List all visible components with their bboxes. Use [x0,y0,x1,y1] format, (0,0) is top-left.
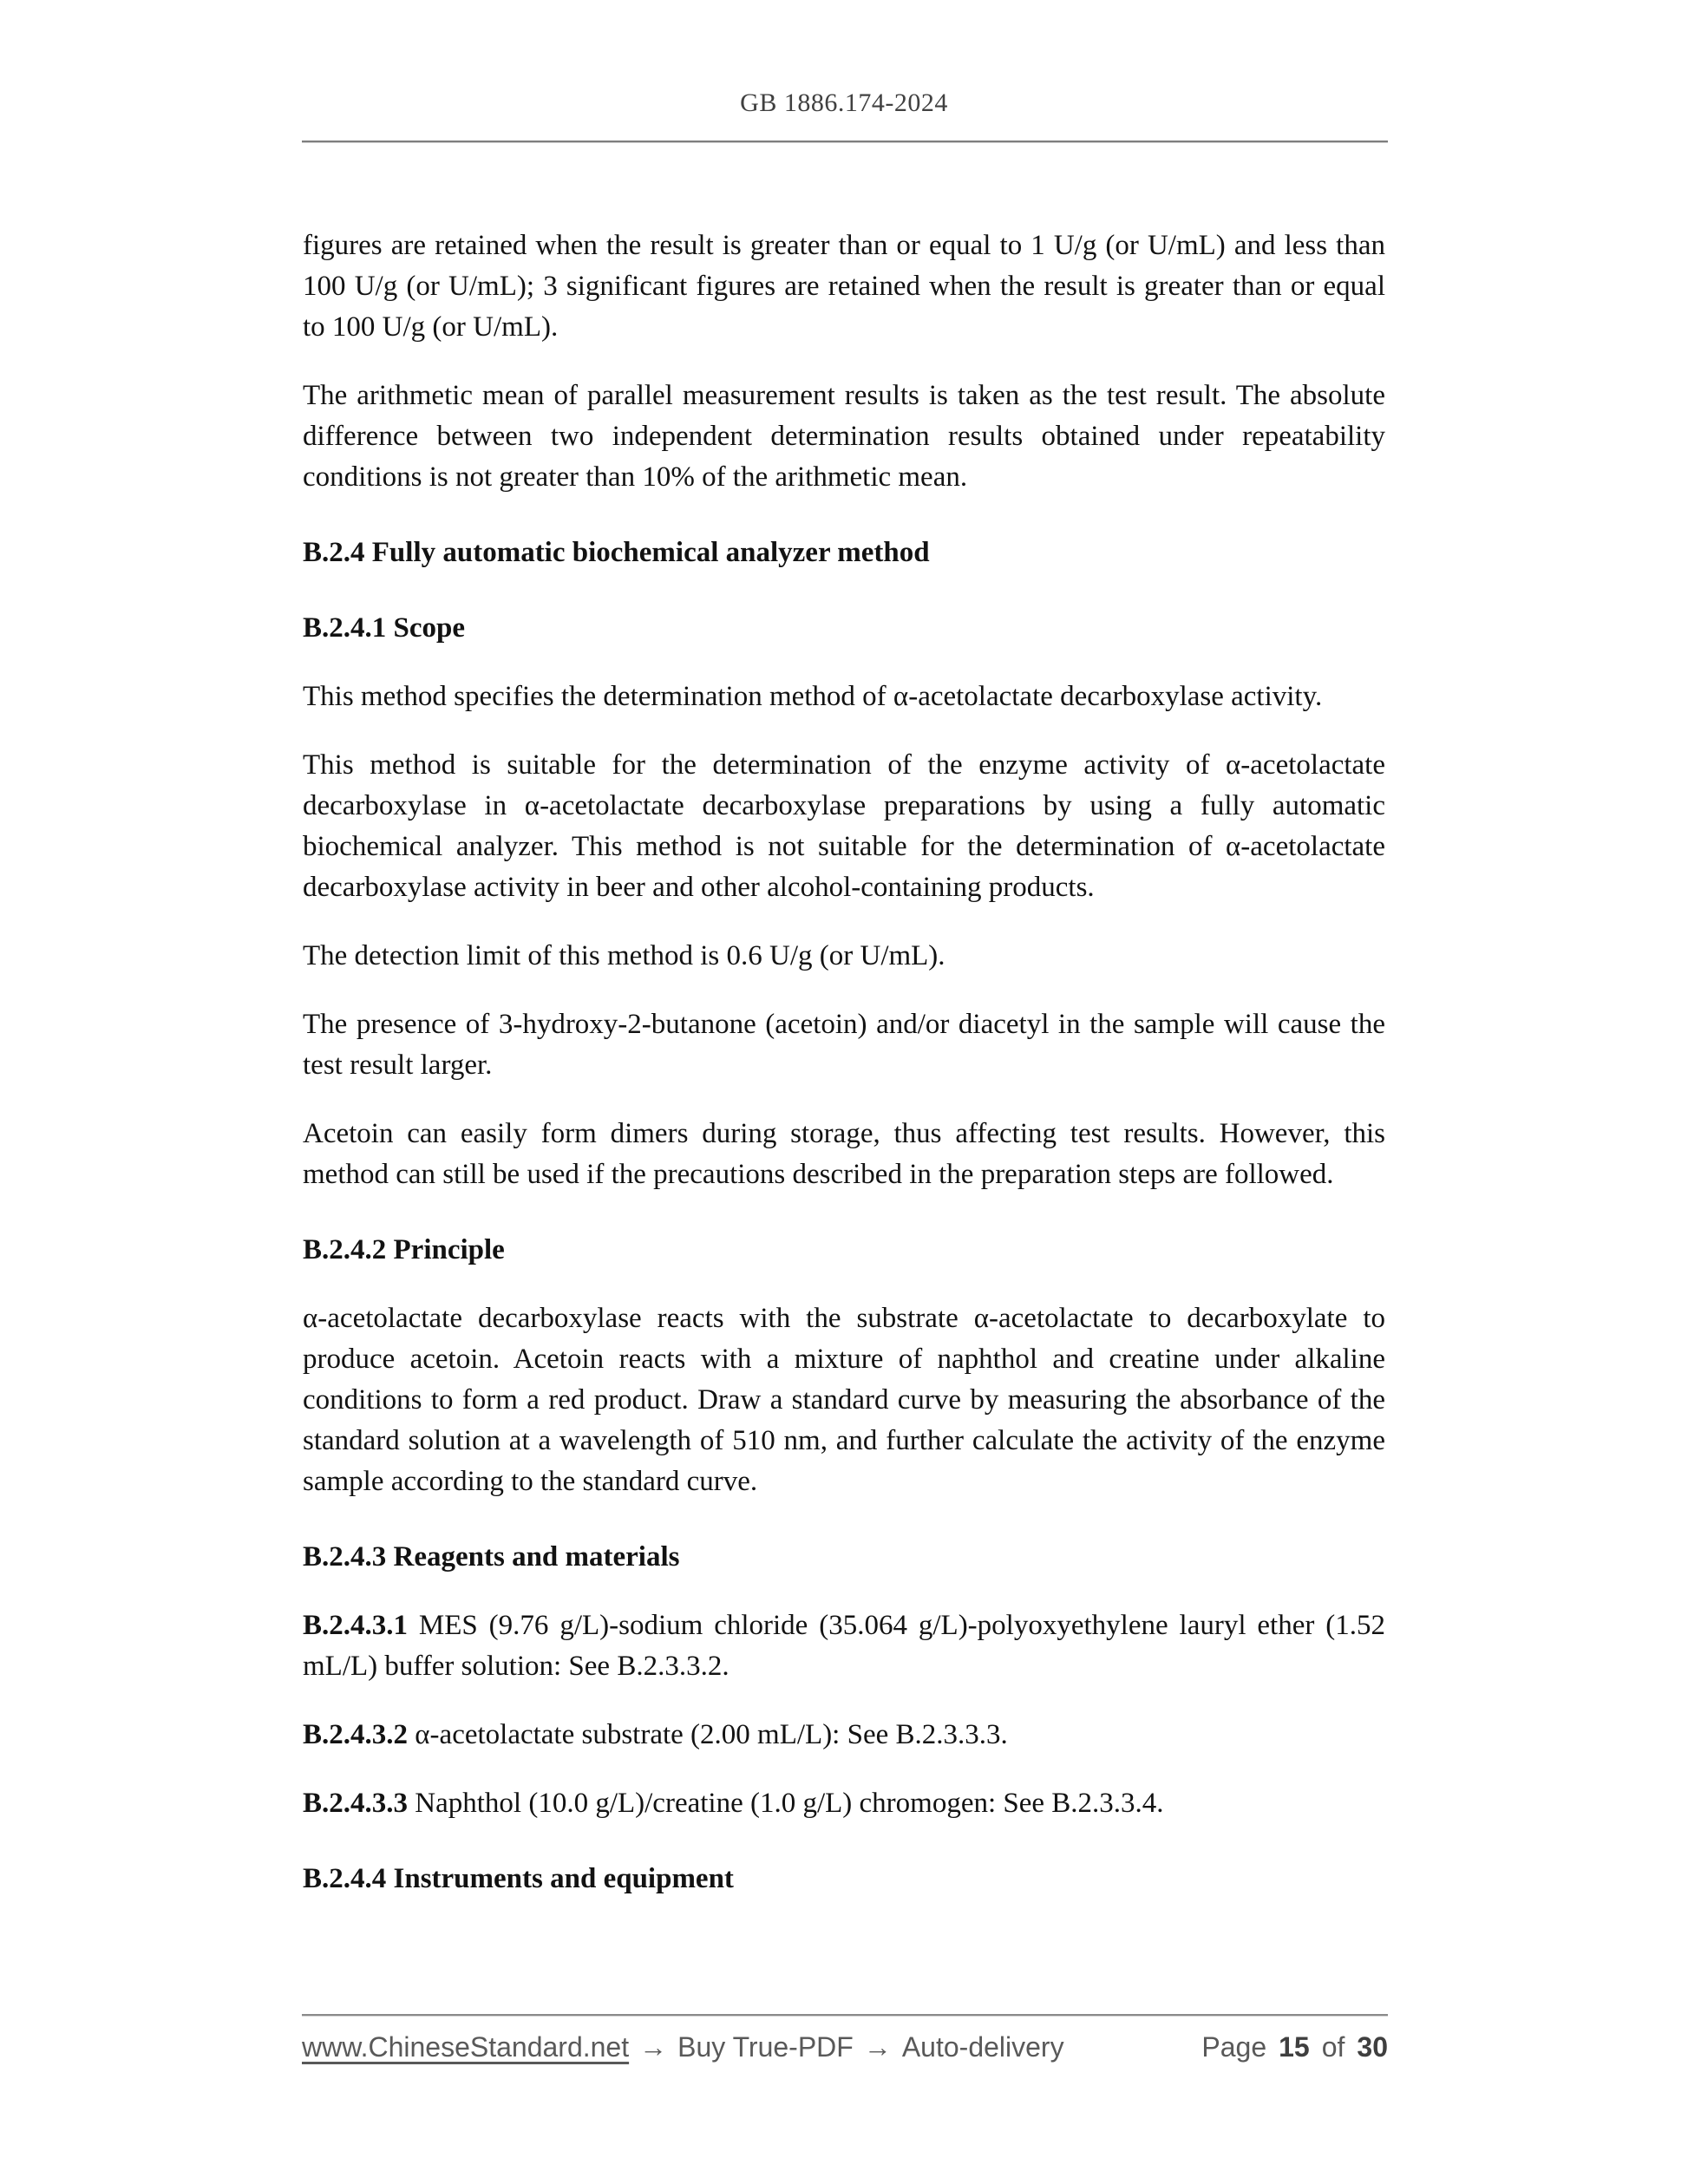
page-title: GB 1886.174-2024 [740,88,948,117]
section-heading: B.2.4 Fully automatic biochemical analyzer method [303,537,930,568]
clause-number: B.2.4.3.3 [303,1788,409,1819]
body-paragraph: figures are retained when the result is greater than or equal to 1 U/g (or U/mL) and less than 100 U/g (or U/mL); 3 significant figures are retained when the result is greater than or equal to 100 U/g (or U/mL). [303,230,1385,343]
body-paragraph: The presence of 3-hydroxy-2-butanone (acetoin) and/or diacetyl in the sample will cause the test result larger. [303,1009,1385,1081]
of-label: of [1321,2031,1345,2063]
section-heading: B.2.4.4 Instruments and equipment [303,1863,734,1894]
page-number: 15 [1279,2031,1310,2063]
body-paragraph: Acetoin can easily form dimers during storage, thus affecting test results. However, this method can still be used if the precautions described in the preparation steps are followed. [303,1118,1385,1190]
section-heading: B.2.4.3 Reagents and materials [303,1541,680,1573]
header-rule [302,141,1388,142]
footer-info [302,2030,1064,2064]
document-body [303,198,1385,1927]
footer-delivery-label: Auto-delivery [901,2031,1064,2063]
section-heading: B.2.4.1 Scope [303,612,466,644]
footer-buy-label: Buy True-PDF [677,2031,854,2063]
footer-rule [302,2014,1388,2016]
arrow-icon: → [639,2031,668,2063]
clause-number: B.2.4.3.2 [303,1719,409,1750]
body-paragraph: This method is suitable for the determination of the enzyme activity of α-acetolactate decarboxylase in α-acetolactate decarboxylase preparations by using a fully automatic biochemical analyzer. This method is not suitable for the determination of α-acetolactate decarboxylase activity in beer and other alcohol-containing products. [303,749,1385,903]
body-paragraph: The detection limit of this method is 0.6 U/g (or U/mL). [303,940,945,971]
body-paragraph: This method specifies the determination method of α-acetolactate decarboxylase activity. [303,681,1323,712]
body-paragraph: α-acetolactate decarboxylase reacts with the substrate α-acetolactate to decarboxylate to produce acetoin. Acetoin reacts with a mixture of naphthol and creatine under alkaline conditions to form a red product. Draw a standard curve by measuring the absorbance of the standard solution at a wavelength of 510 nm, and further calculate the activity of the enzyme sample according to the standard curve. [303,1303,1385,1497]
clause-number: B.2.4.3.1 [303,1610,409,1641]
page-indicator [1201,2030,1388,2064]
page-total: 30 [1357,2031,1388,2063]
page-label: Page [1201,2031,1267,2063]
numbered-clause: B.2.4.3.3 Naphthol (10.0 g/L)/creatine (1.0 g/L) chromogen: See B.2.3.3.4. [303,1788,1164,1819]
arrow-icon: → [863,2031,892,2063]
section-heading: B.2.4.2 Principle [303,1234,505,1265]
body-paragraph: The arithmetic mean of parallel measurement results is taken as the test result. The absolute difference between two independent determination results obtained under repeatability conditions is not greater than 10% of the arithmetic mean. [303,380,1385,493]
footer-site-link[interactable]: www.ChineseStandard.net [302,2031,630,2063]
numbered-clause: B.2.4.3.1 MES (9.76 g/L)-sodium chloride (35.064 g/L)-polyoxyethylene lauryl ether (1.52 mL/L) buffer solution: See B.2.3.3.2. [303,1610,1385,1682]
numbered-clause: B.2.4.3.2 α-acetolactate substrate (2.00 mL/L): See B.2.3.3.3. [303,1719,1008,1750]
page-footer [302,2030,1388,2064]
